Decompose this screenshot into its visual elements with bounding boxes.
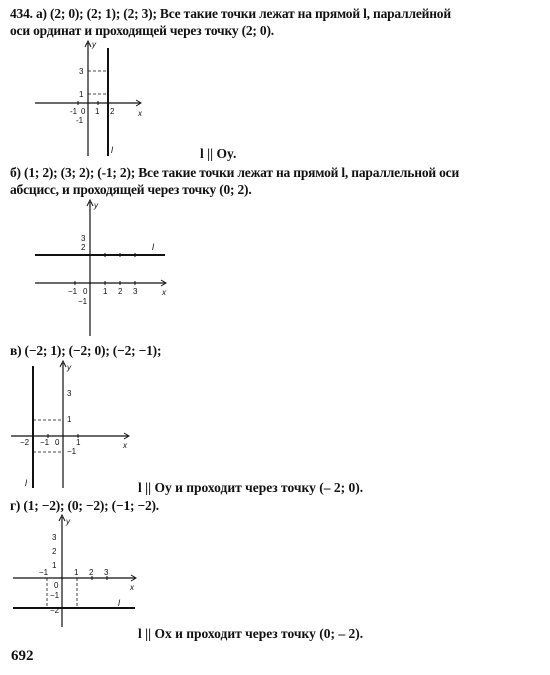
tick-label: −1 [67,447,77,456]
tick-label: 1 [95,107,100,116]
tick-label: 1 [103,287,108,296]
y-axis-label: y [67,363,71,372]
x-axis-label: x [130,583,134,592]
tick-label: −1 [39,568,49,577]
problem-b-line-2: абсцисс, и проходящей через точку (0; 2). [10,182,252,197]
tick-label: -1 [76,116,84,125]
tick-label: 3 [104,568,109,577]
line-label: l [152,242,154,252]
tick-label: 0 [54,581,59,590]
tick-label: 2 [81,243,86,252]
caption-a: l || Oy. [200,146,237,161]
tick-label: 2 [110,107,115,116]
caption-d: l || Ox и проходит через точку (0; – 2). [138,626,364,641]
tick-label: 2 [118,287,123,296]
tick-label: −1 [50,591,60,600]
graph-d [10,512,140,632]
tick-label: -1 [70,107,78,116]
tick-label: 1 [67,415,72,424]
x-axis-label: x [162,288,166,297]
line-label: l [118,598,120,608]
problem-c-line-1: в) (−2; 1); (−2; 0); (−2; −1); [10,343,162,358]
tick-label: −1 [68,287,78,296]
problem-d-line-1: г) (1; −2); (0; −2); (−1; −2). [10,498,159,513]
tick-label: 0 [83,287,88,296]
problem-a-line-2: оси ординат и проходящей через точку (2; 0). [10,23,274,38]
tick-label: 0 [81,107,86,116]
line-label: l [25,478,27,488]
page-number: 692 [11,648,34,664]
tick-label: 2 [89,568,94,577]
tick-label: 0 [55,438,60,447]
y-axis-label: y [66,517,70,526]
x-axis-label: x [138,109,142,118]
tick-label: 3 [67,389,72,398]
tick-label: −1 [78,297,88,306]
y-axis-label: y [92,40,96,49]
graph-c [8,358,138,493]
tick-label: 1 [76,438,81,447]
caption-c: l || Oy и проходит через точку (– 2; 0). [138,480,364,495]
tick-label: 3 [81,234,86,243]
tick-label: 1 [74,568,79,577]
tick-label: −2 [50,606,60,615]
problem-b-line-1: б) (1; 2); (3; 2); (-1; 2); Все такие точки лежат на прямой l, параллельной оси [10,165,460,180]
line-label: l [111,145,113,155]
x-axis-label: x [123,441,127,450]
tick-label: −2 [20,438,30,447]
y-axis-label: y [94,201,98,210]
tick-label: 2 [52,547,57,556]
tick-label: 3 [52,533,57,542]
tick-label: −1 [40,438,50,447]
tick-label: 1 [52,561,57,570]
tick-label: 1 [79,90,84,99]
graph-a [30,38,150,158]
problem-a-line-1: 434. а) (2; 0); (2; 1); (2; 3); Все такие точки лежат на прямой l, параллейной [10,6,451,21]
tick-label: 3 [133,287,138,296]
graph-b [30,198,180,338]
tick-label: 3 [79,67,84,76]
